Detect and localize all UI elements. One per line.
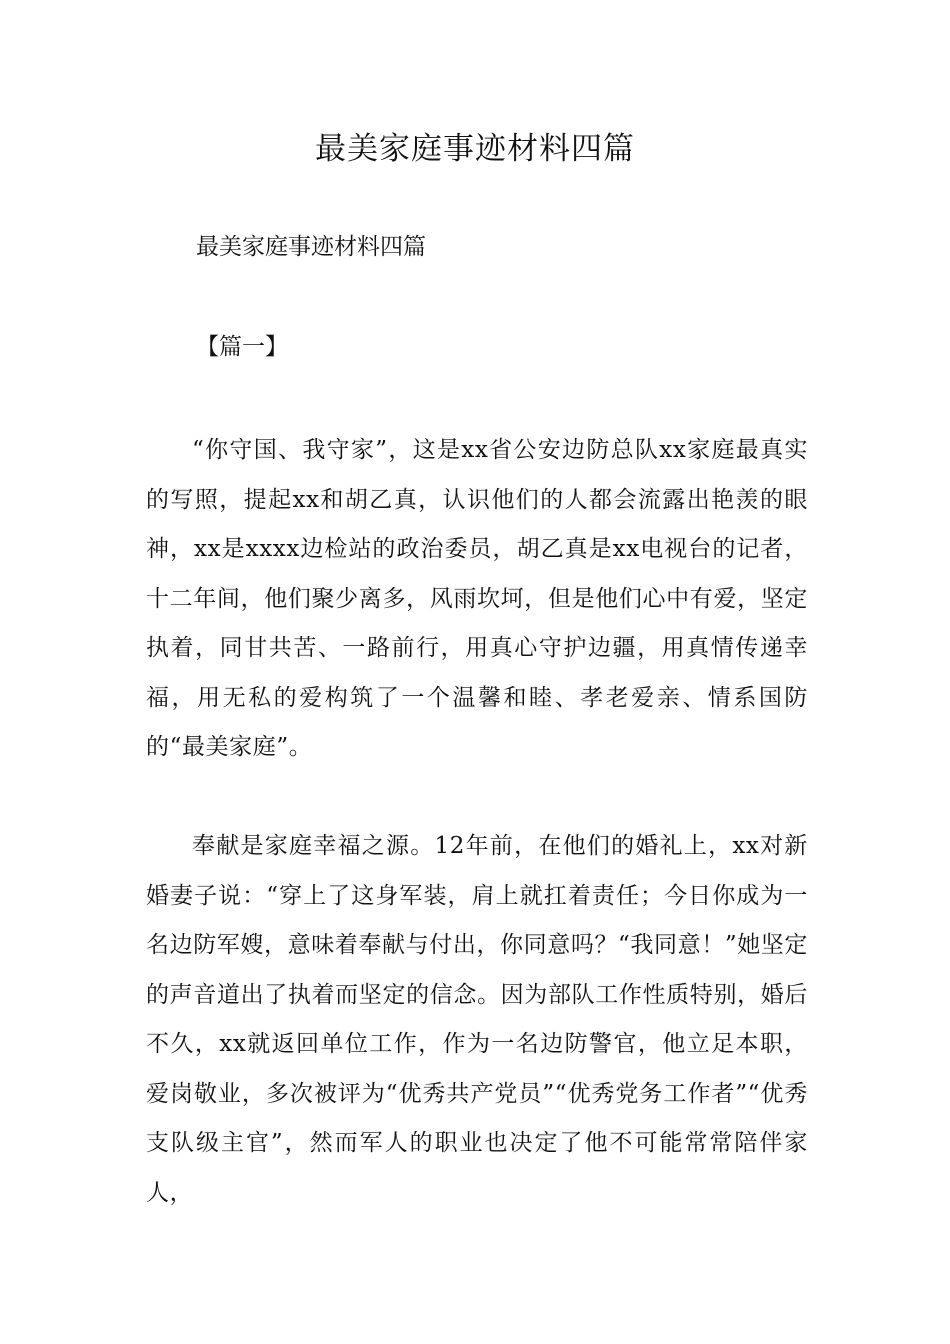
document-title: 最美家庭事迹材料四篇: [315, 131, 635, 167]
document-subtitle: 最美家庭事迹材料四篇: [196, 234, 426, 260]
section-label: 【篇一】: [196, 334, 288, 360]
body-paragraph-2: 奉献是家庭幸福之源。12年前，在他们的婚礼上，xx对新婚妻子说：“穿上了这身军装，肩上就扛着责任；今日你成为一名边防军嫂，意味着奉献与付出，你同意吗？“我同意！”她坚定的声音道出了执着而坚定的信念。因为部队工作性质特别，婚后不久，xx就返回单位工作，作为一名边防警官，他立足本职，爱岗敬业，多次被评为“优秀共产党员”“优秀党务工作者”“优秀支队级主官”，然而军人的职业也决定了他不可能常常陪伴家人，: [146, 833, 808, 1206]
body-paragraph-1: “你守国、我守家”，这是xx省公安边防总队xx家庭最真实的写照，提起xx和胡乙真，认识他们的人都会流露出艳羡的眼神，xx是xxxx边检站的政治委员，胡乙真是xx电视台的记者，十二年间，他们聚少离多，风雨坎坷，但是他们心中有爱，坚定执着，同甘共苦、一路前行，用真心守护边疆，用真情传递幸福，用无私的爱构筑了一个温馨和睦、孝老爱亲、情系国防的“最美家庭”。: [146, 437, 808, 760]
